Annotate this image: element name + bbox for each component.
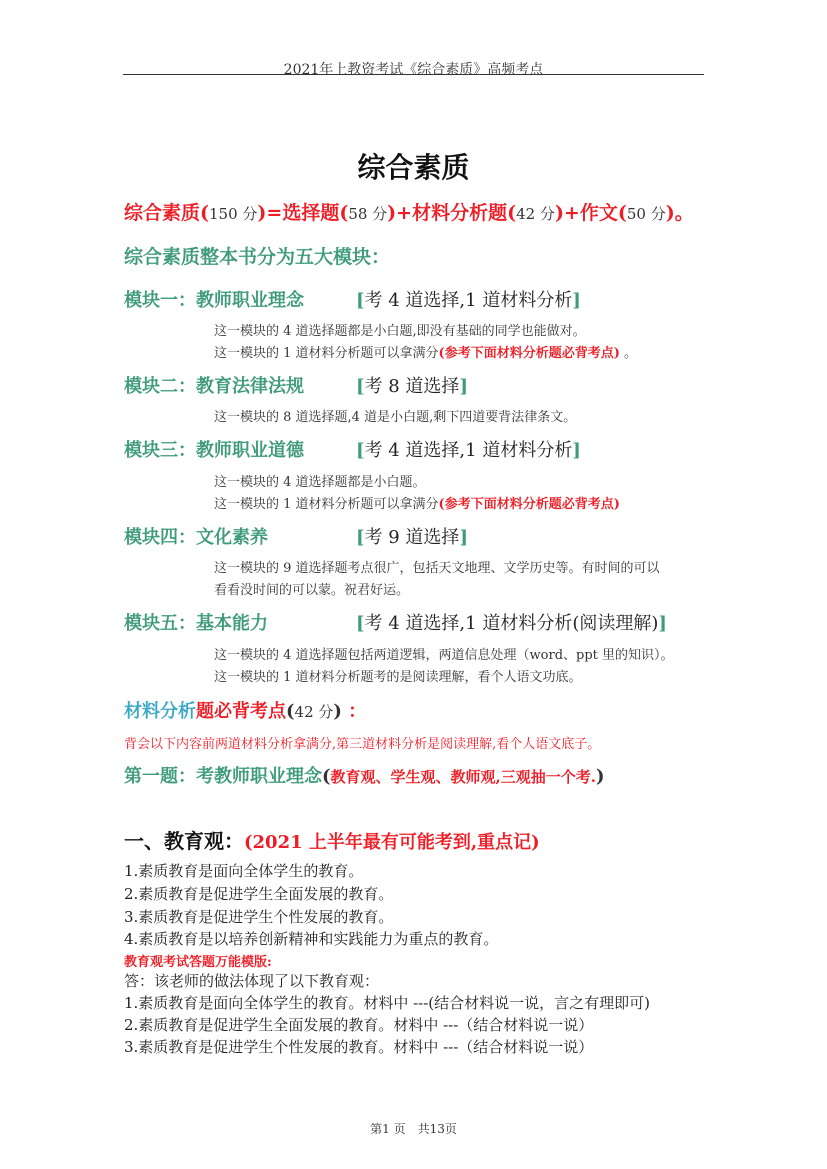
module-1-tag-text: 考 4 道选择,1 道材料分析 (364, 290, 573, 311)
question-1-note: 教育观、学生观、教师观,三观抽一个考. (330, 768, 596, 786)
formula-score: 150 分 (209, 205, 258, 223)
point-item: 2.素质教育是促进学生全面发展的教育。 (124, 885, 394, 903)
bracket: ] (572, 290, 581, 311)
bracket: [ (356, 290, 365, 311)
module-5-note: 这一模块的 4 道选择题包括两道逻辑，两道信息处理（word、ppt 里的知识）。 (214, 648, 674, 663)
answer-template-label: 教育观考试答题万能模版: (124, 955, 272, 970)
point-item: 1.素质教育是面向全体学生的教育。 (124, 862, 364, 880)
module-3-note: 这一模块的 4 道选择题都是小白题。 (214, 475, 426, 490)
modules-intro: 综合素质整本书分为五大模块： (124, 246, 391, 268)
material-heading-teal: 材料分析 (124, 701, 196, 722)
paren: ( (322, 766, 331, 787)
bracket: ] (572, 440, 581, 461)
question-1-label: 第一题：考教师职业理念 (124, 766, 322, 787)
note-text: 这一模块的 1 道材料分析题可以拿满分 (214, 346, 439, 361)
answer-intro: 答：该老师的做法体现了以下教育观： (124, 972, 380, 990)
module-5-title: 模块五：基本能力 (124, 613, 268, 634)
document-title: 综合素质 (357, 151, 470, 184)
note-text: 这一模块的 1 道材料分析题可以拿满分 (214, 497, 439, 512)
point-item: 3.素质教育是促进学生个性发展的教育。 (124, 908, 394, 926)
module-tag-text: 考 9 道选择 (364, 527, 460, 548)
module-5-tag (356, 609, 667, 635)
module-3-title: 模块三：教师职业道德 (124, 440, 304, 461)
material-score-close: ) (333, 701, 342, 722)
module-1-note: 这一模块的 4 道选择题都是小白题,即没有基础的同学也能做对。 (214, 324, 586, 339)
page-footer: 第1 页 共13页 (370, 1122, 457, 1136)
point-item: 4.素质教育是以培养创新精神和实践能力为重点的教育。 (124, 930, 499, 948)
note-highlight: (参考下面材料分析题必背考点) (438, 497, 620, 512)
score-formula (124, 198, 694, 225)
module-tag-text: 考 8 道选择 (364, 376, 460, 397)
note-text: 。 (619, 346, 637, 361)
module-3-note-last (214, 493, 620, 512)
formula-score: 50 分 (626, 205, 666, 223)
module-5-note: 这一模块的 1 道材料分析题考的是阅读理解，看个人语文功底。 (214, 670, 582, 685)
module-3-tag (356, 436, 581, 462)
bracket: [ (356, 613, 365, 634)
question-1-heading (124, 762, 605, 788)
module-tag-text: 考 4 道选择,1 道材料分析(阅读理解) (364, 613, 659, 634)
header-rule (123, 74, 704, 75)
module-2-tag (356, 372, 468, 398)
page-header: 2021年上教资考试《综合素质》高频考点 (283, 62, 544, 78)
formula-part: )=选择题( (257, 202, 349, 224)
note-highlight: (参考下面材料分析题必背考点) (438, 346, 620, 361)
formula-part: )+材料分析题( (387, 202, 517, 224)
material-colon: ： (341, 701, 367, 722)
module-4-note: 看看没时间的可以蒙。祝君好运。 (214, 583, 410, 598)
module-1-title: 模块一：教师职业理念 (124, 290, 304, 311)
material-heading-red: 题必背考点 (196, 701, 286, 722)
bracket: ] (658, 613, 667, 634)
formula-part: )。 (665, 202, 694, 224)
paren: ) (595, 766, 605, 787)
module-2-title: 模块二：教育法律法规 (124, 376, 304, 397)
formula-score: 42 分 (516, 205, 555, 223)
module-1-tag (356, 286, 581, 312)
section-heading (124, 825, 540, 854)
module-tag-text: 考 4 道选择,1 道材料分析 (364, 440, 573, 461)
bracket: [ (356, 440, 365, 461)
formula-part: 综合素质( (124, 202, 209, 224)
module-4-note: 这一模块的 9 道选择题考点很广，包括天文地理、文学历史等。有时间的可以 (214, 561, 660, 576)
module-4-tag (356, 523, 468, 549)
material-score: 42 分 (294, 703, 334, 721)
answer-item: 1.素质教育是面向全体学生的教育。材料中 ---(结合材料说一说，言之有理即可) (124, 994, 650, 1012)
section-title: 一、教育观： (124, 829, 244, 853)
module-2-note: 这一模块的 8 道选择题,4 道是小白题,剩下四道要背法律条文。 (214, 410, 577, 425)
bracket: [ (356, 376, 365, 397)
bracket: ] (459, 527, 468, 548)
material-score-open: ( (286, 701, 295, 722)
module-4-title: 模块四：文化素养 (124, 527, 268, 548)
formula-score: 58 分 (348, 205, 388, 223)
material-heading (124, 697, 366, 723)
material-note: 背会以下内容前两道材料分析拿满分,第三道材料分析是阅读理解,看个人语文底子。 (124, 737, 601, 752)
module-1-note-last (214, 342, 637, 361)
answer-item: 3.素质教育是促进学生个性发展的教育。材料中 ---（结合材料说一说） (124, 1038, 594, 1056)
answer-item: 2.素质教育是促进学生全面发展的教育。材料中 ---（结合材料说一说） (124, 1016, 594, 1034)
section-note: (2021 上半年最有可能考到,重点记) (244, 832, 540, 853)
bracket: ] (459, 376, 468, 397)
formula-part: )+作文( (554, 202, 627, 224)
bracket: [ (356, 527, 365, 548)
